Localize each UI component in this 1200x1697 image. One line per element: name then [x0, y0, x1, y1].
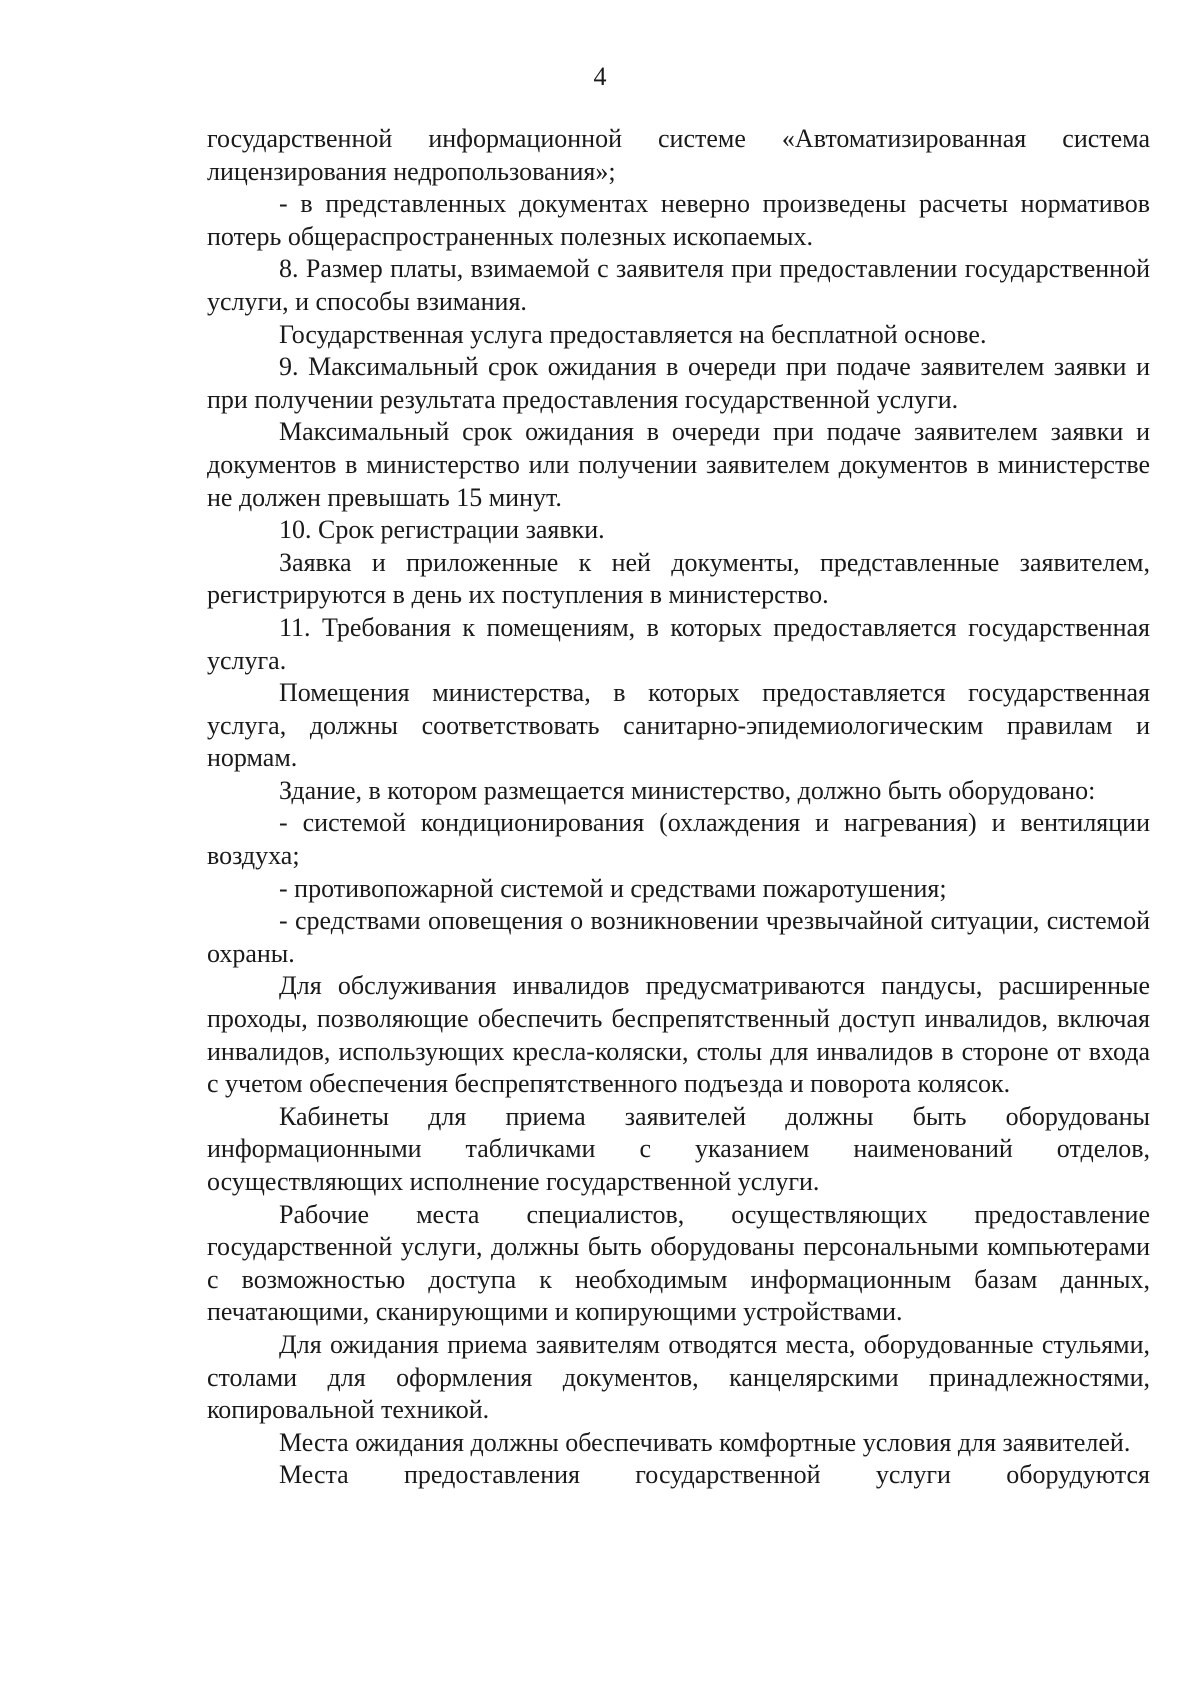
paragraph: 8. Размер платы, взимаемой с заявителя при предоставлении государственной услуги, и способы взимания. [207, 254, 1150, 316]
paragraph: Здание, в котором размещается министерство, должно быть оборудовано: [279, 775, 1096, 805]
paragraph: Максимальный срок ожидания в очереди при подаче заявителем заявки и документов в министерство или получении заявителем документов в министерстве не должен превышать 15 минут. [207, 417, 1150, 512]
paragraph: Для ожидания приема заявителям отводятся места, оборудованные стульями, столами для оформления документов, канцелярскими принадлежностями, копировальной техникой. [207, 1329, 1150, 1425]
paragraph: Заявка и приложенные к ней документы, представленные заявителем, регистрируются в день их поступления в министерство. [207, 547, 1150, 610]
document-body [207, 123, 1150, 1492]
paragraph: 9. Максимальный срок ожидания в очереди при подаче заявителем заявки и при получении результата предоставления государственной услуги. [207, 352, 1150, 414]
paragraph: Места ожидания должны обеспечивать комфортные условия для заявителей. [279, 1427, 1131, 1457]
paragraph: Места предоставления государственной услуги оборудуются [279, 1460, 1150, 1490]
paragraph: 10. Срок регистрации заявки. [279, 515, 605, 545]
paragraph: Для обслуживания инвалидов предусматриваются пандусы, расширенные проходы, позволяющие обеспечить беспрепятственный доступ инвалидов, включая инвалидов, использующих кресла-коляски, столы для инвалидов в стороне от входа с учетом обеспечения беспрепятственного подъезда и поворота колясок. [207, 971, 1150, 1099]
paragraph: государственной информационной системе «Автоматизированная система лицензирования недропользования»; [207, 124, 1150, 186]
paragraph: - средствами оповещения о возникновении чрезвычайной ситуации, системой охраны. [207, 906, 1150, 968]
paragraph: 11. Требования к помещениям, в которых предоставляется государственная услуга. [207, 612, 1150, 675]
paragraph: Кабинеты для приема заявителей должны быть оборудованы информационными табличками с указанием наименований отделов, осуществляющих исполнение государственной услуги. [207, 1101, 1150, 1196]
page-number: 4 [593, 62, 607, 91]
paragraph: Государственная услуга предоставляется на бесплатной основе. [279, 319, 987, 349]
paragraph: - противопожарной системой и средствами пожаротушения; [279, 873, 947, 903]
paragraph: - в представленных документах неверно произведены расчеты нормативов потерь общераспространенных полезных ископаемых. [207, 189, 1150, 251]
paragraph: Помещения министерства, в которых предоставляется государственная услуга, должны соответствовать санитарно-эпидемиологическим правилам и нормам. [207, 678, 1150, 773]
paragraph: - системой кондиционирования (охлаждения и нагревания) и вентиляции воздуха; [207, 808, 1150, 871]
paragraph: Рабочие места специалистов, осуществляющих предоставление государственной услуги, должны быть оборудованы персональными компьютерами с возможностью доступа к необходимым информационным базам данных, печатающими, сканирующими и копирующими устройствами. [207, 1199, 1150, 1327]
